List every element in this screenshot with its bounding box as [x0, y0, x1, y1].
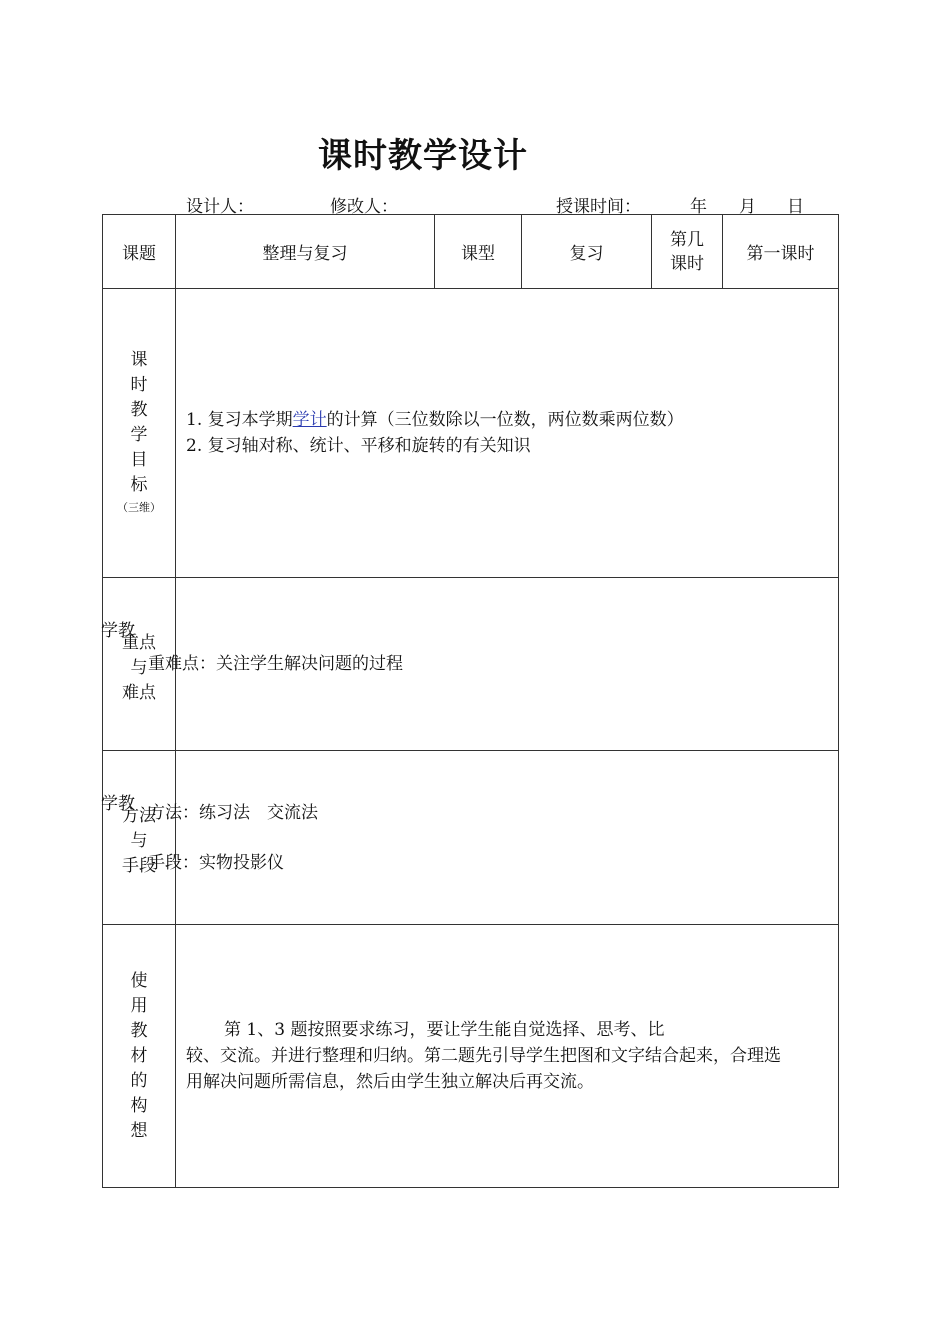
objectives-row — [103, 289, 839, 578]
design-line-2: 较、交流。并进行整理和归纳。第二题先引导学生把图和文字结合起来，合理选 — [186, 1046, 781, 1066]
page-title: 课时教学设计 — [318, 136, 528, 176]
design-label-char: 材 — [130, 1045, 148, 1066]
period-value: 第一课时 — [723, 215, 839, 289]
design-label-char: 使 — [130, 970, 148, 991]
design-label — [103, 925, 176, 1188]
methods-label-line: 与 — [130, 831, 148, 851]
methods-content — [148, 751, 839, 925]
objectives-label-char: 学 — [130, 425, 148, 445]
design-label-char: 构 — [130, 1095, 148, 1116]
objective-item-1 — [186, 407, 838, 433]
designer-label: 设计人： — [186, 197, 254, 217]
methods-label-line: 方法 — [122, 806, 156, 826]
keypoints-label-line: 与 — [130, 657, 148, 678]
reviser-label: 修改人： — [330, 197, 398, 217]
keypoints-text: 重难点：关注学生解决问题的过程 — [148, 654, 403, 674]
objective-item-1-pre: 复习本学期 — [207, 410, 293, 430]
period-label — [652, 215, 723, 289]
design-label-char: 的 — [130, 1070, 148, 1091]
lesson-plan-table — [102, 214, 839, 1188]
design-label-char: 想 — [130, 1120, 148, 1141]
keypoints-label-top: 学教 — [101, 621, 135, 641]
objective-item-1-post: 的计算（三位数除以一位数，两位数乘两位数） — [326, 410, 684, 430]
keypoints-label-line: 重点 — [122, 632, 156, 653]
design-label-char: 教 — [130, 1020, 148, 1041]
topic-value: 整理与复习 — [176, 215, 435, 289]
methods-label — [103, 751, 176, 925]
methods-row — [103, 751, 839, 925]
keypoints-content — [148, 578, 839, 751]
day-label: 日 — [787, 197, 804, 217]
header-row — [103, 215, 839, 289]
design-content — [176, 925, 839, 1188]
period-label-line-1: 第几 — [670, 229, 704, 250]
year-label: 年 — [690, 197, 707, 217]
lesson-type-label: 课型 — [435, 215, 522, 289]
objectives-label-char: 标 — [130, 475, 148, 495]
objective-item-2-text: 复习轴对称、统计、平移和旋转的有关知识 — [207, 436, 531, 456]
objectives-label-char: 教 — [130, 400, 148, 420]
keypoints-row — [103, 578, 839, 751]
teaching-time-label: 授课时间： — [556, 197, 641, 217]
methods-label-top: 学教 — [101, 794, 135, 814]
objective-item-1-number: 1. — [186, 410, 203, 430]
design-line-3: 用解决问题所需信息，然后由学生独立解决后再交流。 — [186, 1072, 594, 1092]
methods-label-line: 手段 — [122, 856, 156, 876]
methods-text: 方法：练习法 交流法 — [148, 802, 318, 823]
design-line-1: 第 1、3 题按照要求练习，要让学生能自觉选择、思考、比 — [224, 1020, 665, 1040]
lesson-type-value: 复习 — [522, 215, 652, 289]
objectives-label-char: 时 — [130, 375, 148, 395]
topic-label: 课题 — [103, 215, 176, 289]
objectives-content — [176, 289, 839, 578]
month-label: 月 — [739, 197, 756, 217]
objectives-label-note: （三维） — [117, 501, 161, 514]
objectives-label-char: 目 — [130, 450, 148, 470]
objective-item-2 — [186, 433, 838, 459]
objective-item-1-link[interactable]: 学计 — [292, 410, 327, 430]
design-label-char: 用 — [130, 995, 148, 1016]
keypoints-label-line: 难点 — [122, 682, 156, 703]
objective-item-2-number: 2. — [186, 436, 203, 456]
design-row — [103, 925, 839, 1188]
means-text: 手段：实物投影仪 — [148, 852, 284, 873]
objectives-label — [103, 289, 176, 578]
keypoints-label — [103, 578, 176, 751]
objectives-label-char: 课 — [130, 350, 148, 370]
period-label-line-2: 课时 — [670, 253, 704, 274]
